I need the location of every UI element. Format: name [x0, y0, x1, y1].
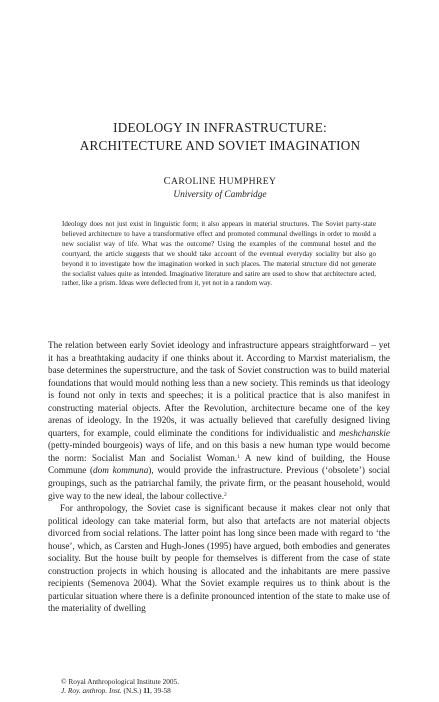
author-name — [40, 176, 400, 187]
p1-text-b: (petty-minded bourgeois) ways of life, and on this basis a new human type would become the norm: Socialist Man and Socialist Woman. — [48, 440, 390, 463]
p1-italic-term-2: dom kommuna — [93, 465, 149, 476]
journal-citation — [61, 686, 381, 695]
article-title-line-2: ARCHITECTURE AND SOVIET IMAGINATION — [79, 138, 361, 153]
p1-text-c: A new kind of building, the House Commune ( — [48, 452, 390, 476]
footnote-ref-1[interactable]: 1 — [237, 453, 240, 460]
footnote-ref-2[interactable]: 2 — [224, 491, 227, 498]
author-first-initial: C — [163, 176, 171, 187]
copyright-notice: © Royal Anthropological Institute 2005. — [61, 677, 180, 686]
article-title-line-1: IDEOLOGY IN INFRASTRUCTURE: — [113, 120, 327, 135]
body-paragraph-1 — [48, 339, 390, 502]
body-text — [48, 339, 390, 615]
author-first-rest: AROLINE — [171, 176, 216, 187]
author-last-initial: H — [218, 176, 227, 187]
p1-text-d: ), would provide the infrastructure. Previous (‘obsolete’) social groupings, such as the patriarchal family, the private firm, or the peasant household, would give way to the new ideal, the labour collective. — [48, 465, 391, 501]
page-footer — [61, 677, 381, 696]
author-affiliation: University of Cambridge — [173, 190, 267, 200]
author-last-rest: UMPHREY — [226, 176, 277, 187]
body-paragraph-2: For anthropology, the Soviet case is significant because it makes clear not only that political ideology can take material form, but also that artefacts are not material objects divorced from social relations. The latter point has long since been made with regard to ‘the house’, which, as Carsten and Hugh-Jones (1995) have argued, both embodies and generates sociality. But the house built by people for themselves is different from the case of state construction projects in which housing is allocated and the inhabitants are mere passive recipients (Semenova 2004). What the Soviet example requires us to think about is the particular situation where there is a definite pronounced intention of the state to make use of the materiality of dwelling — [48, 503, 390, 614]
journal-name: J. Roy. anthrop. Inst. — [61, 686, 122, 696]
journal-pages: , 39-58 — [150, 686, 171, 696]
p1-italic-term: meshchanskie — [338, 427, 390, 438]
abstract: Ideology does not just exist in linguistic form; it also appears in material structures. The Soviet party-state believed architecture to have a transformative effect and promoted communal dwellings in order to mould a new socialist way of life. What was the outcome? Using the examples of the communal hostel and the courtyard, the article suggests that we should take account of the eventual everyday sociality but also go beyond it to investigate how the imagination worked in such places. The material structure did not generate the socialist values quite as intended. Imaginative literature and satire are used to show that architecture acted, rather, like a prism. Ideas were deflected from it, yet not in a random way. — [62, 220, 376, 288]
journal-volume: 11 — [143, 686, 151, 696]
p1-text-a: The relation between early Soviet ideology and infrastructure appears straightforward – yet it has a breathtaking audacity if one thinks about it. According to Marxist materialism, the base determines the superstructure, and the task of Soviet construction was to build material foundations that would mould nothing less than a new society. This reminds us that ideology is found not only in texts and speeches; it is a political practice that is also manifest in constructing material objects. After the Revolution, architecture became one of the key arenas of ideology. In the 1920s, it was actually believed that carefully designed living quarters, for example, could eliminate the conditions for individualistic and — [48, 340, 390, 438]
journal-series: (N.S.) — [121, 686, 144, 696]
